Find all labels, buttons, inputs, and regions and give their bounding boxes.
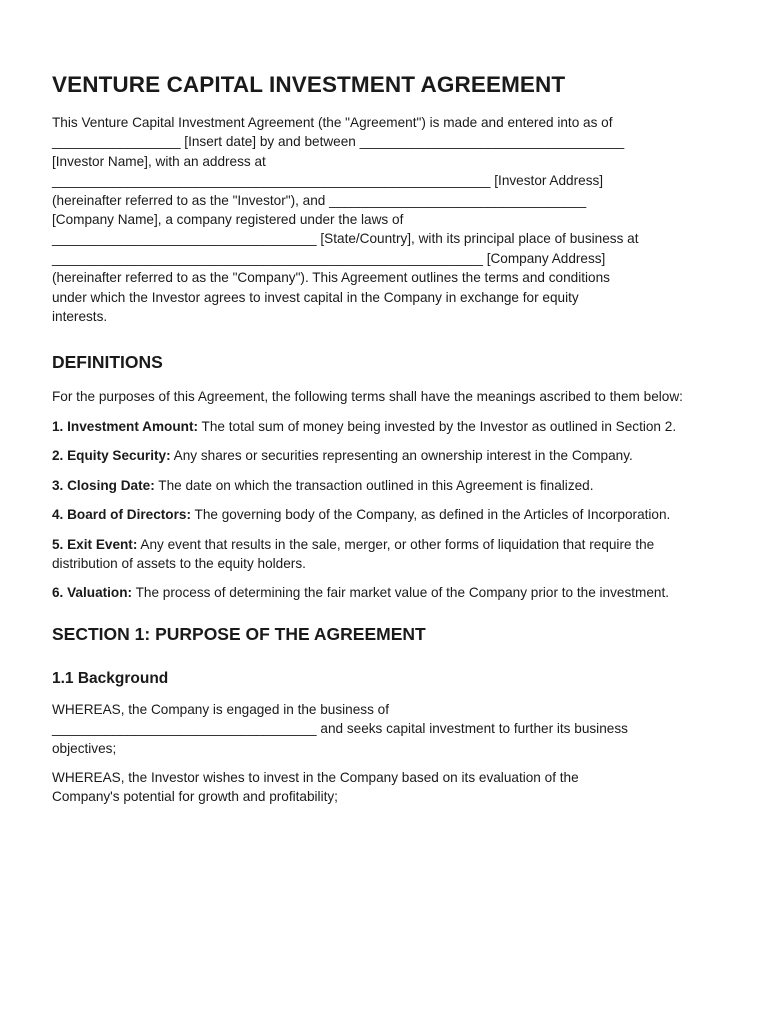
definition-item xyxy=(52,476,722,495)
whereas-paragraph-1: WHEREAS, the Company is engaged in the business of ___________________________________ and seeks capital investment to further its business objectives; xyxy=(52,701,628,756)
definition-term: 6. Valuation: xyxy=(52,585,133,601)
section-1-heading: SECTION 1: PURPOSE OF THE AGREEMENT xyxy=(52,623,426,644)
definition-term: 4. Board of Directors: xyxy=(52,507,191,523)
definition-item xyxy=(52,417,722,436)
definition-term: 3. Closing Date: xyxy=(52,477,155,493)
definition-item xyxy=(52,446,722,465)
definition-term: 1. Investment Amount: xyxy=(52,418,199,434)
definition-text: Any event that results in the sale, merger, or other forms of liquidation that require the distribution of assets to the equity holders. xyxy=(52,536,655,571)
definitions-list xyxy=(52,417,722,603)
definition-text: The governing body of the Company, as defined in the Articles of Incorporation. xyxy=(190,507,671,523)
definition-item xyxy=(52,505,722,524)
whereas-paragraph-2: WHEREAS, the Investor wishes to invest in the Company based on its evaluation of the Company's potential for growth and profitability; xyxy=(52,769,579,805)
definition-text: Any shares or securities representing an ownership interest in the Company. xyxy=(170,448,633,464)
definition-item xyxy=(52,535,722,574)
definition-term: 2. Equity Security: xyxy=(52,448,171,464)
definition-text: The process of determining the fair market value of the Company prior to the investment. xyxy=(132,585,670,601)
definition-term: 5. Exit Event: xyxy=(52,536,138,552)
definition-text: The date on which the transaction outlined in this Agreement is finalized. xyxy=(154,477,594,493)
intro-paragraph: This Venture Capital Investment Agreement (the "Agreement") is made and entered into as of _________________ [Insert date] by and between ___________________________________ [Investor Name], with an address at __________________________________________________________ [Investor Address] (hereinafter referred to as the "Investor"), and __________________________________ [Company Name], a company registered under the laws of ___________________________________ [State/Country], with its principal place of business at _________________________________________________________ [Company Address] (hereinafter referred to as the "Company"). This Agreement outlines the terms and conditions under which the Investor agrees to invest capital in the Company in exchange for equity interests. xyxy=(52,115,639,325)
document-page xyxy=(52,70,722,807)
definitions-heading: DEFINITIONS xyxy=(52,352,163,373)
definition-text: The total sum of money being invested by the Investor as outlined in Section 2. xyxy=(198,418,677,434)
background-subheading: 1.1 Background xyxy=(52,669,169,687)
document-title: VENTURE CAPITAL INVESTMENT AGREEMENT xyxy=(52,72,566,97)
definition-item xyxy=(52,583,722,602)
definitions-intro: For the purposes of this Agreement, the following terms shall have the meanings ascribed to them below: xyxy=(52,389,683,405)
